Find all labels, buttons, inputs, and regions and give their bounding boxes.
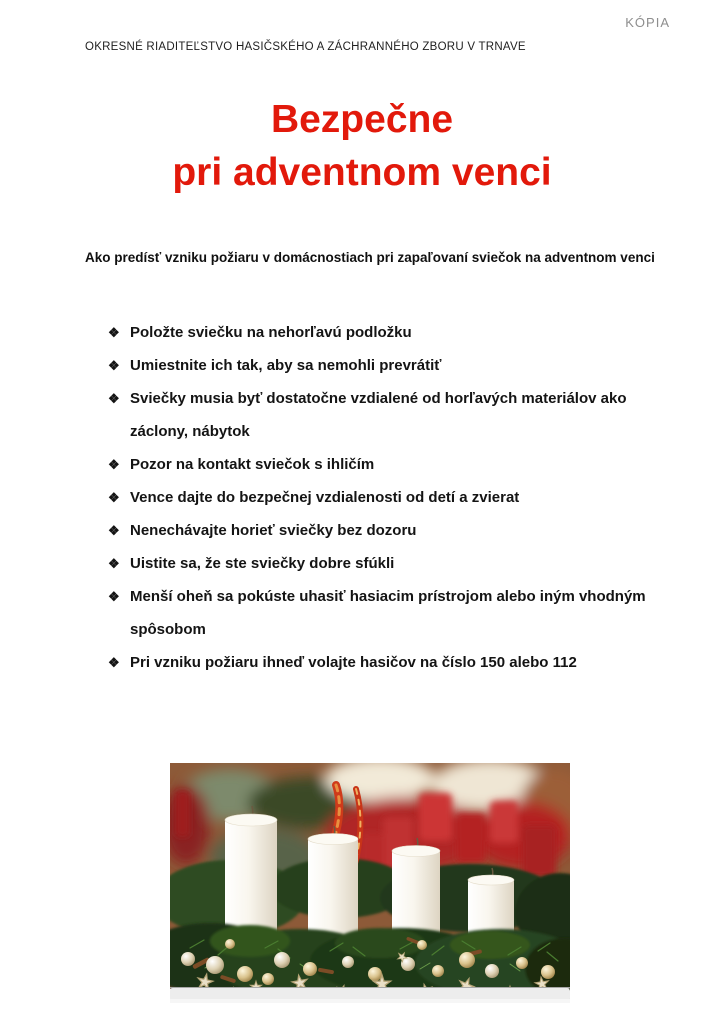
page-title xyxy=(0,93,724,199)
diamond-bullet-icon: ❖ xyxy=(108,490,120,505)
list-item-text: Uistite sa, že ste sviečky dobre sfúkli xyxy=(130,555,395,572)
list-item xyxy=(108,349,660,382)
list-item xyxy=(108,448,660,481)
list-item-text: Vence dajte do bezpečnej vzdialenosti od detí a zvierat xyxy=(130,489,520,506)
diamond-bullet-icon: ❖ xyxy=(108,391,120,406)
list-item xyxy=(108,382,660,448)
organization-header: OKRESNÉ RIADITEĽSTVO HASIČSKÉHO A ZÁCHRANNÉHO ZBORU V TRNAVE xyxy=(85,41,526,53)
list-item-text: Menší oheň sa pokúste uhasiť hasiacim prístrojom alebo iným vhodným spôsobom xyxy=(130,588,646,638)
page-title-line1: Bezpečne xyxy=(270,98,454,141)
diamond-bullet-icon: ❖ xyxy=(108,523,120,538)
diamond-bullet-icon: ❖ xyxy=(108,556,120,571)
page-subtitle: Ako predísť vzniku požiaru v domácnostiach pri zapaľovaní sviečok na adventnom venci xyxy=(85,250,655,265)
list-item xyxy=(108,481,660,514)
diamond-bullet-icon: ❖ xyxy=(108,457,120,472)
list-item xyxy=(108,580,660,646)
diamond-bullet-icon: ❖ xyxy=(108,589,120,604)
diamond-bullet-icon: ❖ xyxy=(108,655,120,670)
copy-watermark: KÓPIA xyxy=(625,15,670,30)
list-item xyxy=(108,646,660,679)
list-item-text: Pozor na kontakt sviečok s ihličím xyxy=(130,456,375,473)
list-item-text: Sviečky musia byť dostatočne vzdialené od horľavých materiálov ako záclony, nábytok xyxy=(130,390,627,440)
list-item-text: Položte sviečku na nehorľavú podložku xyxy=(130,324,412,341)
list-item xyxy=(108,316,660,349)
list-item xyxy=(108,514,660,547)
list-item-text: Nenechávajte horieť sviečky bez dozoru xyxy=(130,522,417,539)
safety-tips-list xyxy=(108,316,660,679)
list-item-text: Pri vzniku požiaru ihneď volajte hasičov na číslo 150 alebo 112 xyxy=(130,654,577,671)
list-item-text: Umiestnite ich tak, aby sa nemohli prevrátiť xyxy=(130,357,442,374)
page-title-line2: pri adventnom venci xyxy=(172,151,552,194)
list-item xyxy=(108,547,660,580)
advent-wreath-photo xyxy=(170,763,570,1003)
diamond-bullet-icon: ❖ xyxy=(108,325,120,340)
diamond-bullet-icon: ❖ xyxy=(108,358,120,373)
